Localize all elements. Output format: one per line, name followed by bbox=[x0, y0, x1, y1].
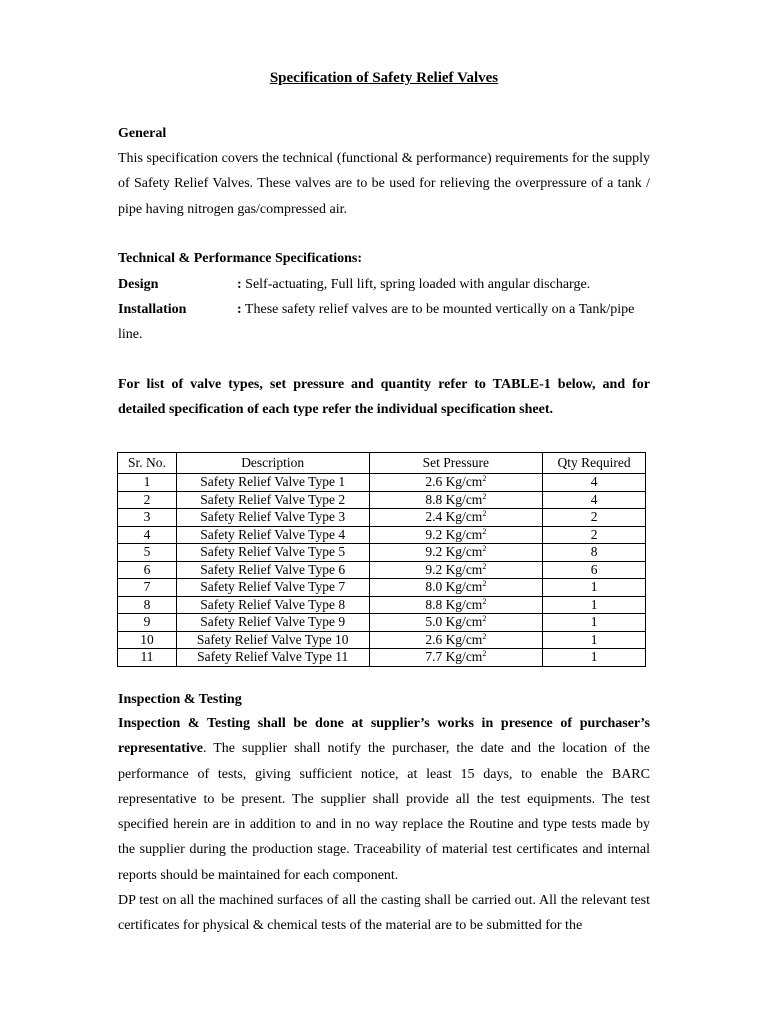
general-heading: General bbox=[118, 126, 167, 141]
cell-pressure bbox=[369, 509, 543, 527]
design-text bbox=[237, 272, 650, 297]
unit-superscript: 2 bbox=[482, 649, 487, 658]
table-row bbox=[118, 631, 646, 649]
pressure-value: 9.2 Kg/cm bbox=[425, 561, 483, 577]
table-row bbox=[118, 649, 646, 667]
cell-pressure bbox=[369, 561, 543, 579]
technical-heading: Technical & Performance Specifications: bbox=[118, 251, 363, 266]
cell-description: Safety Relief Valve Type 8 bbox=[176, 596, 369, 614]
cell-qty: 2 bbox=[543, 526, 646, 544]
inspection-text: . The supplier shall notify the purchaser, the date and the location of the performance of tests, giving sufficient notice, at least 15 days, to enable the BARC representative to be present. The supplier shall provide all the test equipments. The test specified herein are in addition to and in no way replace the Routine and type tests made by the supplier during the production stage. Traceability of material test certificates and internal reports should be maintained for each component. bbox=[118, 741, 650, 883]
cell-sr: 1 bbox=[118, 474, 177, 492]
cell-qty: 1 bbox=[543, 596, 646, 614]
pressure-value: 2.6 Kg/cm bbox=[425, 631, 483, 647]
unit-superscript: 2 bbox=[482, 544, 487, 553]
table-row bbox=[118, 579, 646, 597]
cell-sr: 4 bbox=[118, 526, 177, 544]
table-row bbox=[118, 526, 646, 544]
cell-pressure bbox=[369, 544, 543, 562]
cell-description: Safety Relief Valve Type 4 bbox=[176, 526, 369, 544]
cell-sr: 3 bbox=[118, 509, 177, 527]
pressure-value: 2.4 Kg/cm bbox=[425, 509, 483, 524]
installation-value: These safety relief valves are to be mounted vertically on a Tank/pipe bbox=[244, 302, 635, 317]
cell-sr: 9 bbox=[118, 614, 177, 632]
pressure-value: 9.2 Kg/cm bbox=[425, 544, 483, 559]
table-header-row bbox=[118, 453, 646, 474]
cell-pressure bbox=[369, 649, 543, 667]
cell-description: Safety Relief Valve Type 9 bbox=[176, 614, 369, 632]
cell-sr: 7 bbox=[118, 579, 177, 597]
table-row bbox=[118, 509, 646, 527]
table-row bbox=[118, 561, 646, 579]
unit-superscript: 2 bbox=[482, 474, 487, 483]
cell-description: Safety Relief Valve Type 10 bbox=[176, 631, 369, 649]
pressure-value: 8.8 Kg/cm bbox=[425, 596, 483, 612]
unit-superscript: 2 bbox=[482, 561, 487, 571]
cell-pressure bbox=[369, 614, 543, 632]
cell-description: Safety Relief Valve Type 1 bbox=[176, 474, 369, 492]
inspection-heading: Inspection & Testing bbox=[118, 692, 242, 707]
dp-test-paragraph: DP test on all the machined surfaces of all the casting shall be carried out. All the relevant test certificates for physical & chemical tests of the material are to be submitted for the bbox=[118, 893, 650, 934]
design-colon: : bbox=[237, 277, 242, 292]
cell-qty: 4 bbox=[543, 491, 646, 509]
unit-superscript: 2 bbox=[482, 491, 487, 501]
unit-superscript: 2 bbox=[482, 596, 487, 606]
cell-description: Safety Relief Valve Type 6 bbox=[176, 561, 369, 579]
pressure-value: 8.8 Kg/cm bbox=[425, 491, 483, 507]
unit-superscript: 2 bbox=[482, 631, 487, 641]
design-value: Self-actuating, Full lift, spring loaded with angular discharge. bbox=[245, 277, 591, 292]
cell-description: Safety Relief Valve Type 2 bbox=[176, 491, 369, 509]
table-row bbox=[118, 596, 646, 614]
cell-sr: 2 bbox=[118, 491, 177, 509]
cell-sr: 6 bbox=[118, 561, 177, 579]
installation-colon: : bbox=[237, 302, 242, 317]
cell-qty: 1 bbox=[543, 579, 646, 597]
cell-pressure bbox=[369, 631, 543, 649]
cell-description: Safety Relief Valve Type 3 bbox=[176, 509, 369, 527]
cell-qty: 4 bbox=[543, 474, 646, 492]
cell-pressure bbox=[369, 474, 543, 492]
table-row bbox=[118, 544, 646, 562]
cell-qty: 1 bbox=[543, 649, 646, 667]
cell-qty: 2 bbox=[543, 509, 646, 527]
table-row bbox=[118, 614, 646, 632]
installation-label: Installation bbox=[118, 302, 187, 317]
general-paragraph: This specification covers the technical (functional & performance) requirements for the supply of Safety Relief Valves. These valves are to be used for relieving the overpressure of a tank / pipe having nitrogen gas/compressed air. bbox=[118, 151, 650, 217]
cell-pressure bbox=[369, 579, 543, 597]
cell-description: Safety Relief Valve Type 7 bbox=[176, 579, 369, 597]
table-row bbox=[118, 491, 646, 509]
cell-pressure bbox=[369, 596, 543, 614]
cell-qty: 1 bbox=[543, 614, 646, 632]
pressure-value: 8.0 Kg/cm bbox=[425, 579, 483, 594]
cell-qty: 6 bbox=[543, 561, 646, 579]
cell-sr: 10 bbox=[118, 631, 177, 649]
installation-text bbox=[237, 297, 650, 322]
header-description: Description bbox=[176, 453, 369, 474]
unit-superscript: 2 bbox=[482, 526, 487, 536]
cell-sr: 8 bbox=[118, 596, 177, 614]
cell-sr: 11 bbox=[118, 649, 177, 667]
list-note: For list of valve types, set pressure and quantity refer to TABLE-1 below, and for detailed specification of each type refer the individual specification sheet. bbox=[118, 377, 650, 418]
header-sr-no: Sr. No. bbox=[118, 453, 177, 474]
header-qty-required: Qty Required bbox=[543, 453, 646, 474]
pressure-value: 2.6 Kg/cm bbox=[425, 474, 483, 489]
cell-sr: 5 bbox=[118, 544, 177, 562]
table-row bbox=[118, 474, 646, 492]
cell-qty: 8 bbox=[543, 544, 646, 562]
header-set-pressure: Set Pressure bbox=[369, 453, 543, 474]
pressure-value: 9.2 Kg/cm bbox=[425, 526, 483, 542]
cell-description: Safety Relief Valve Type 11 bbox=[176, 649, 369, 667]
unit-superscript: 2 bbox=[482, 614, 487, 623]
unit-superscript: 2 bbox=[482, 509, 487, 518]
unit-superscript: 2 bbox=[482, 579, 487, 588]
cell-description: Safety Relief Valve Type 5 bbox=[176, 544, 369, 562]
pressure-value: 7.7 Kg/cm bbox=[425, 649, 483, 664]
pressure-value: 5.0 Kg/cm bbox=[425, 614, 483, 629]
installation-continuation: line. bbox=[118, 327, 143, 342]
valve-table bbox=[117, 452, 646, 667]
inspection-paragraph bbox=[118, 711, 650, 888]
document-title: Specification of Safety Relief Valves bbox=[269, 70, 499, 86]
design-label: Design bbox=[118, 277, 159, 292]
cell-qty: 1 bbox=[543, 631, 646, 649]
cell-pressure bbox=[369, 526, 543, 544]
inspection-bold-lead: Inspection & Testing shall be done at supplier’s works in presence of purchaser’s representative bbox=[118, 716, 650, 757]
cell-pressure bbox=[369, 491, 543, 509]
